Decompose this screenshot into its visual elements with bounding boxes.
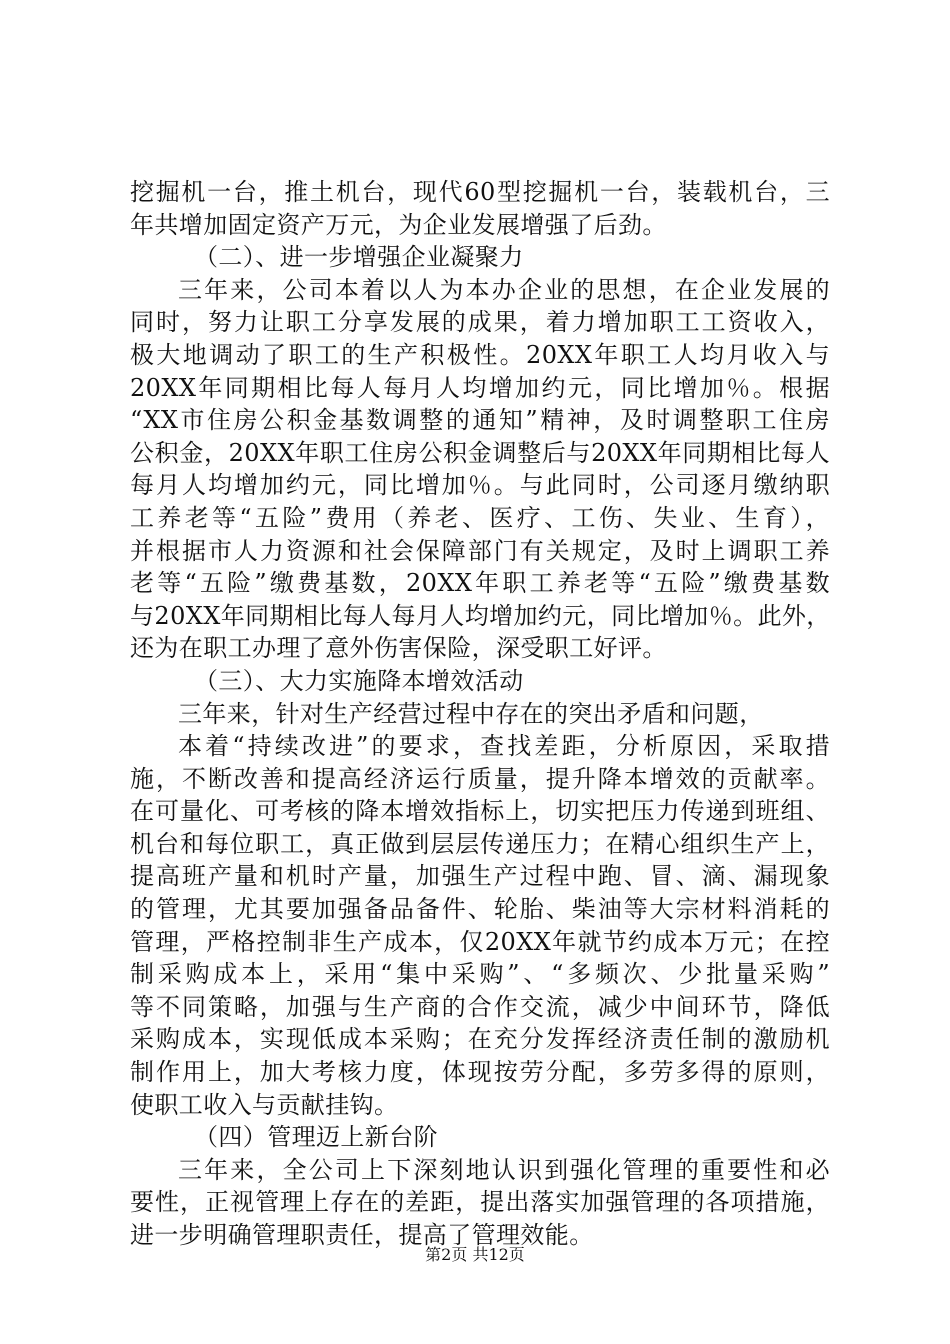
section-heading: （二）、进一步增强企业凝聚力	[194, 243, 524, 272]
body-line: 并根据市人力资源和社会保障部门有关规定，及时上调职工养	[130, 536, 830, 565]
body-line: 老等“五险”缴费基数，20XX年职工养老等“五险”缴费基数	[130, 569, 830, 598]
body-line: 每月人均增加约元，同比增加％。与此同时，公司逐月缴纳职	[130, 471, 830, 500]
body-line: 年共增加固定资产万元，为企业发展增强了后劲。	[130, 210, 667, 239]
body-line: 工养老等“五险”费用（养老、医疗、工伤、失业、生育），	[130, 503, 830, 532]
body-line: 等不同策略，加强与生产商的合作交流，减少中间环节，降低	[130, 992, 830, 1021]
body-line: 制作用上，加大考核力度，体现按劳分配，多劳多得的原则，	[130, 1058, 830, 1087]
body-line: 管理，严格控制非生产成本，仅20XX年就节约成本万元；在控	[130, 927, 830, 956]
body-line: 公积金，20XX年职工住房公积金调整后与20XX年同期相比每人	[130, 438, 830, 467]
body-line: 同时，努力让职工分享发展的成果，着力增加职工工资收入，	[130, 308, 830, 337]
page-number-footer: 第2页 共12页	[425, 1245, 525, 1264]
body-line: 极大地调动了职工的生产积极性。20XX年职工人均月收入与	[130, 340, 830, 369]
body-line: 与20XX年同期相比每人每月人均增加约元，同比增加％。此外，	[130, 601, 831, 630]
body-line: 提高班产量和机时产量，加强生产过程中跑、冒、滴、漏现象	[130, 862, 830, 891]
body-line: 三年来，全公司上下深刻地认识到强化管理的重要性和必	[178, 1155, 830, 1184]
body-line: 还为在职工办理了意外伤害保险，深受职工好评。	[130, 634, 667, 663]
body-line: 进一步明确管理职责任，提高了管理效能。	[130, 1221, 594, 1249]
document-body	[130, 176, 830, 1252]
body-line: 的管理，尤其要加强备品备件、轮胎、柴油等大宗材料消耗的	[130, 895, 830, 924]
body-line: 机台和每位职工，真正做到层层传递压力；在精心组织生产上，	[130, 829, 830, 858]
body-line: 20XX年同期相比每人每月人均增加约元，同比增加％。根据	[130, 373, 830, 402]
body-line: 三年来，公司本着以人为本办企业的思想，在企业发展的	[178, 275, 830, 304]
body-line: “XX市住房公积金基数调整的通知”精神，及时调整职工住房	[130, 406, 830, 435]
body-line: 本着“持续改进”的要求，查找差距，分析原因，采取措	[178, 732, 830, 761]
section-heading: （三）、大力实施降本增效活动	[194, 666, 524, 695]
body-line: 在可量化、可考核的降本增效指标上，切实把压力传递到班组、	[130, 797, 830, 826]
body-line: 施，不断改善和提高经济运行质量，提升降本增效的贡献率。	[130, 764, 830, 793]
body-line: 要性，正视管理上存在的差距，提出落实加强管理的各项措施，	[130, 1188, 830, 1217]
body-line: 使职工收入与贡献挂钩。	[130, 1090, 399, 1119]
section-heading: （四）管理迈上新台阶	[194, 1123, 438, 1152]
body-line: 采购成本，实现低成本采购；在充分发挥经济责任制的激励机	[130, 1025, 830, 1054]
body-line: 三年来，针对生产经营过程中存在的突出矛盾和问题，	[178, 699, 764, 728]
body-line: 制采购成本上，采用“集中采购”、“多频次、少批量采购”	[130, 960, 830, 989]
body-line: 挖掘机一台，推土机台，现代60型挖掘机一台，装载机台，三	[130, 178, 830, 206]
